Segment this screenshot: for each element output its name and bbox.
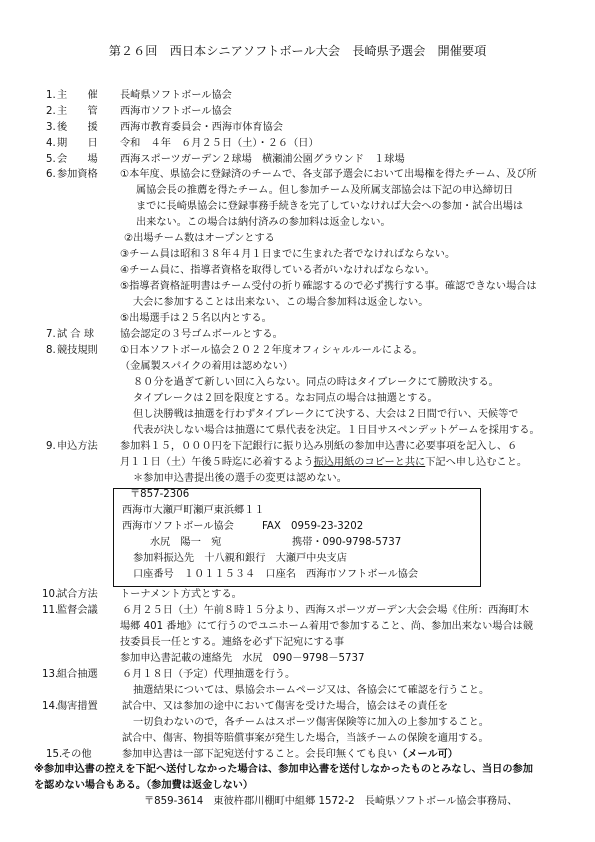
item-number: 6. [46,169,56,180]
item-value-support: 西海市教育委員会・西海市体育協会 [120,122,283,133]
application-line: 参加料１５，０００円を下記銀行に振り込み別紙の参加申込書に必要事項を記入し、６ [120,441,518,452]
application-deadline: 月１１日（土）午後５時迄に必着するよう [120,457,314,468]
injury-line: 一切負わないので，各チームはスポーツ傷害保険等に加入の上参加すること。 [133,717,489,728]
item-label-management: 主 管 [57,106,98,117]
contact-fax: FAX 0959-23-3202 [262,521,364,532]
item-label-eligibility: 参加資格 [57,169,98,180]
rules-line: タイブレークは２回を限度とする。なお同点の場合は抽選とする。 [133,393,438,404]
item-label-match-format: 試合方法 [57,589,98,600]
item-label-organizer: 主 催 [57,90,98,101]
item-label-ball: 試 合 球 [57,329,95,340]
rules-line: ①日本ソフトボール協会２０２２年度オフィシャルルールによる。 [120,345,423,356]
application-line: ＊参加申込書提出後の選手の変更は認めない。 [133,473,347,484]
eligibility-line: までに長崎県協会に登録事務手続きを完了していなければ大会への参加・試合出場は [136,201,524,212]
injury-line: 試合中、又は参加の途中において傷害を受けた場合，協会はその責任を [122,701,448,712]
item-value-management: 西海市ソフトボール協会 [120,106,232,117]
item-number: 15. [46,749,63,760]
contact-postal: 〒857-2306 [130,489,190,500]
eligibility-line: ①本年度、県協会に登録済のチームで、各支部予選会において出場権を得たチーム、及び所 [120,169,537,180]
contact-person: 水尻 陽一 宛 [150,537,222,548]
meeting-line: 場郷 401 番地》にて行うのでユニホーム着用で参加すること、尚、参加出来ない場合は競 [120,621,534,632]
item-number: 13. [42,669,59,680]
contact-account: 口座番号 １０１１５３４ 口座名 西海市ソフトボール協会 [133,569,419,580]
rules-line: ８０分を過ぎて新しい回に入らない。同点の時はタイブレークにて勝敗決する。 [133,377,499,388]
item-value-date: 令和 ４年 ６月２５日（土）・２６（日） [120,138,319,149]
item-number: 14. [42,701,59,712]
notice-line-1: ※参加申込書の控えを下記へ送付しなかった場合は、参加申込書を送付しなかったものとみなし、当日の参加 [34,764,533,775]
item-number: 1. [46,90,56,101]
application-send: 下記へ申し込むこと。 [425,457,528,468]
contact-org: 西海市ソフトボール協会 [122,521,234,532]
item-number: 11. [42,605,59,616]
item-label-other: その他 [61,749,92,760]
item-value-venue: 西海スポーツガーデン２球場 横瀬浦公園グラウンド １球場 [120,154,405,165]
item-label-application: 申込方法 [57,441,98,452]
contact-address: 西海市大瀬戸町瀬戸東浜郷１１ [122,505,265,516]
item-label-managers-meeting: 監督会議 [57,605,98,616]
meeting-line: 参加申込書記載の連絡先 水尻 090－9798－5737 [120,653,365,664]
item-number: 5. [46,154,56,165]
rules-line: 但し決勝戦は抽選を行わずタイブレークにて決する、大会は２日間で行い、天候等で [133,409,519,420]
item-label-date: 期 日 [57,138,98,149]
item-label-venue: 会 場 [57,154,98,165]
draw-line: ６月１８日（予定）代理抽選を行う。 [122,669,296,680]
item-value-organizer: 長崎県ソフトボール協会 [120,90,232,101]
eligibility-line: 出来ない。この場合は納付済みの参加料は返金しない。 [136,217,391,228]
item-number: 8. [46,345,56,356]
item-number: 3. [46,122,56,133]
item-number: 7. [46,329,56,340]
meeting-line: ６月２５日（土）午前８時１５分より、西海スポーツガーデン大会会場《住所：西海町木 [122,605,529,616]
item-number: 2. [46,106,56,117]
contact-bank: 参加料振込先 十八親和銀行 大瀬戸中央支店 [133,553,347,564]
application-copy-note: 振込用紙のコピーと共に [313,457,426,468]
application-line [120,458,527,468]
eligibility-line: ③チーム員は昭和３８年４月１日までに生まれた者でなければならない。 [120,249,456,260]
contact-mobile: 携帯・090-9798-5737 [292,537,402,548]
item-label-support: 後 援 [57,122,98,133]
item-value-match-format: トーナメント方式とする。 [120,589,242,600]
rules-line: （金属製スパイクの着用は認めない） [120,361,293,372]
rules-line: 代表が決しない場合は抽選にて県代表を決定。１日目サスペンデットゲームを採用する。 [133,425,540,436]
eligibility-line: ⑤出場選手は２５名以内とする。 [120,313,272,324]
item-label-draw: 組合抽選 [57,669,98,680]
notice-line-2: を認めない場合もある。（参加費は返金しない） [34,780,254,791]
item-number: 9. [46,441,56,452]
page-title: 第２６回 西日本シニアソフトボール大会 長崎県予選会 開催要項 [108,44,487,58]
item-number: 4. [46,138,56,149]
item-value-ball: 協会認定の３号ゴムボールとする。 [120,329,283,340]
injury-line: 試合中、傷害、物損等賠償事案が発生した場合，当該チームの保険を適用する。 [122,733,489,744]
eligibility-line: 大会に参加することは出来ない、この場合参加料は返金しない。 [133,297,429,308]
meeting-line: 技委員長一任とする。連絡を必ず下記宛にする事 [120,637,345,648]
draw-line: 抽選結果については、県協会ホームページ又は、各協会にて確認を行うこと。 [133,685,490,696]
footer-address: 〒859-3614 東彼杵郡川棚町中組郷 1572-2 長崎県ソフトボール協会事務局、 [144,796,518,807]
eligibility-line: ⑤指導者資格証明書はチーム受付の折り確認するので必ず携行する事。確認できない場合は [120,281,537,292]
item-number: 10. [42,589,59,600]
other-text: 参加申込書は一部下記宛送付すること。会長印無くても良い [122,749,398,760]
eligibility-line: 属協会長の推薦を得たチーム。但し参加チーム及所属支部協会は下記の申込締切日 [136,185,514,196]
eligibility-line: ②出場チーム数はオープンとする [124,233,275,244]
item-value-other [122,750,458,760]
eligibility-line: ④チーム員に、指導者資格を取得している者がいなければならない。 [120,265,435,276]
item-label-rules: 競技規則 [57,345,98,356]
item-label-injury: 傷害措置 [57,701,98,712]
other-mail-note: （メール可） [397,749,458,760]
